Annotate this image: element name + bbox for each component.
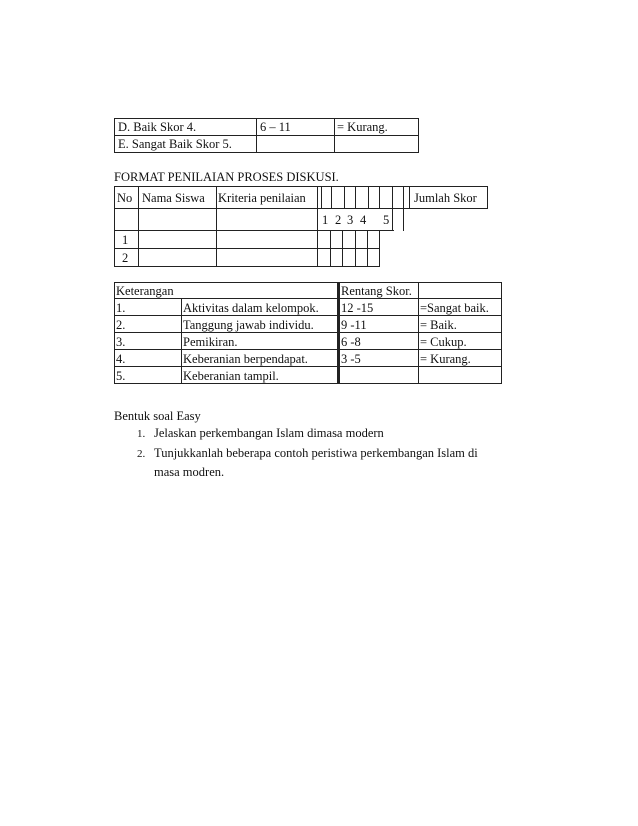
- row-d-label: D. Baik Skor 4.: [118, 120, 197, 134]
- score-5: 5: [383, 213, 390, 227]
- ket-range-2: 9 -11: [341, 318, 367, 332]
- soal-num-2: 2.: [137, 448, 146, 460]
- ket-aspect-4: Keberanian berpendapat.: [183, 352, 308, 366]
- ket-result-3: = Cukup.: [420, 335, 467, 349]
- ket-result-2: = Baik.: [420, 318, 457, 332]
- soal-title: Bentuk soal Easy: [114, 409, 201, 423]
- ket-num-4: 4.: [116, 352, 126, 366]
- row-d-range: 6 – 11: [260, 120, 291, 134]
- score-2: 2: [335, 213, 342, 227]
- section-title: FORMAT PENILAIAN PROSES DISKUSI.: [114, 170, 339, 184]
- soal-text-2-cont: masa modren.: [154, 465, 225, 479]
- ket-aspect-2: Tanggung jawab individu.: [183, 318, 314, 332]
- score-4: 4: [360, 213, 367, 227]
- row-num-2: 2: [122, 251, 129, 265]
- header-jumlah-skor: Jumlah Skor: [414, 191, 477, 205]
- ket-num-1: 1.: [116, 301, 126, 315]
- score-3: 3: [347, 213, 354, 227]
- ket-result-4: = Kurang.: [420, 352, 471, 366]
- ket-num-2: 2.: [116, 318, 126, 332]
- ket-range-3: 6 -8: [341, 335, 361, 349]
- row-d-result: = Kurang.: [337, 120, 388, 134]
- row-num-1: 1: [122, 233, 129, 247]
- soal-num-1: 1.: [137, 428, 146, 440]
- soal-text-2: Tunjukkanlah beberapa contoh peristiwa perkembangan Islam di: [154, 446, 478, 460]
- ket-result-1: =Sangat baik.: [420, 301, 489, 315]
- ket-aspect-3: Pemikiran.: [183, 335, 238, 349]
- header-no: No: [117, 191, 133, 205]
- rentang-skor-header: Rentang Skor.: [341, 284, 412, 298]
- ket-num-3: 3.: [116, 335, 126, 349]
- ket-range-4: 3 -5: [341, 352, 361, 366]
- ket-aspect-5: Keberanian tampil.: [183, 369, 279, 383]
- header-nama-siswa: Nama Siswa: [142, 191, 205, 205]
- ket-aspect-1: Aktivitas dalam kelompok.: [183, 301, 319, 315]
- keterangan-header: Keterangan: [116, 284, 174, 298]
- header-kriteria: Kriteria penilaian: [218, 191, 306, 205]
- score-1: 1: [322, 213, 329, 227]
- row-e-label: E. Sangat Baik Skor 5.: [118, 137, 232, 151]
- ket-range-1: 12 -15: [341, 301, 374, 315]
- ket-num-5: 5.: [116, 369, 126, 383]
- soal-text-1: Jelaskan perkembangan Islam dimasa modern: [154, 426, 384, 440]
